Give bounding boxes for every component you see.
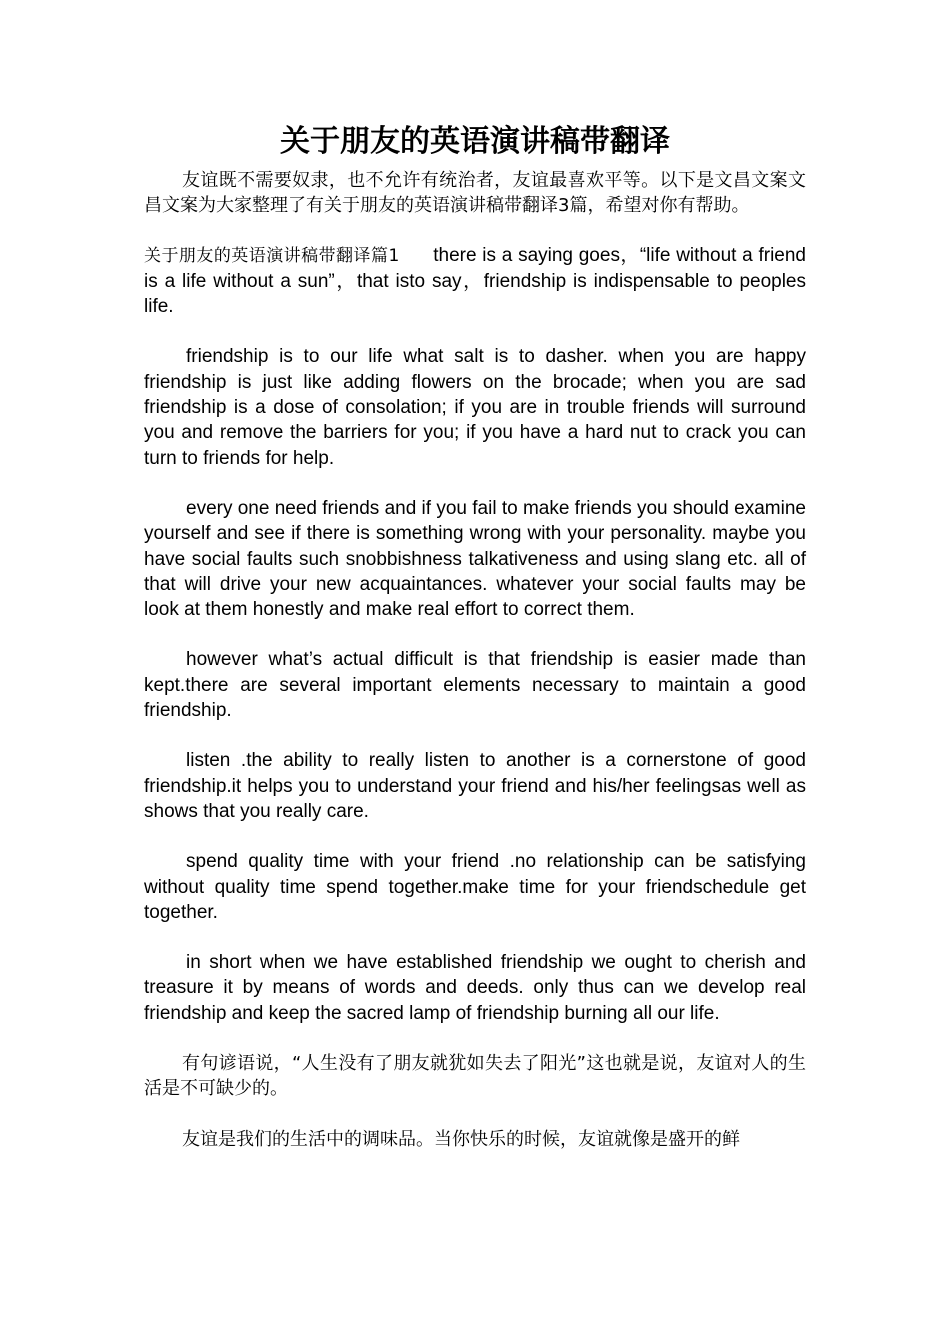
paragraph-cn-2: 友谊是我们的生活中的调味品。当你快乐的时候，友谊就像是盛开的鲜: [182, 1128, 740, 1150]
paragraph-en-1: friendship is to our life what salt is to dasher. when you are happy friendship is just like adding flowers on the brocade; when you are sad friendship is a dose of consolation; if you are in trouble friends will surround you and remove the barriers for you; if you have a hard nut to crack you can turn to friends for help.: [144, 346, 806, 469]
document-page: [144, 120, 806, 1152]
section1-paragraph: [144, 243, 806, 320]
spacer: [144, 219, 806, 243]
spacer: [144, 1102, 806, 1127]
spacer: [144, 622, 806, 647]
spacer: [144, 1026, 806, 1051]
paragraph-cn-1: 有句谚语说，“人生没有了朋友就犹如失去了阳光”这也就是说，友谊对人的生活是不可缺少的。: [144, 1053, 806, 1100]
paragraph-en-6: in short when we have established friendship we ought to cherish and treasure it by means of words and deeds. only thus can we develop real friendship and keep the sacred lamp of friendship burning all our life.: [144, 952, 806, 1024]
paragraph-en-3: however what’s actual difficult is that friendship is easier made than kept.there are several important elements necessary to maintain a good friendship.: [144, 649, 806, 722]
spacer: [144, 723, 806, 748]
paragraph-en-2: every one need friends and if you fail to make friends you should examine yourself and see if there is something wrong with your personality. maybe you have social faults such snobbishness talkativeness and using slang etc. all of that will drive your new acquaintances. whatever your social faults may be look at them honestly and make real effort to correct them.: [144, 497, 806, 621]
spacer: [144, 471, 806, 496]
document-title: 关于朋友的英语演讲稿带翻译: [280, 124, 670, 159]
paragraph-en-5: spend quality time with your friend .no relationship can be satisfying without quality time spend together.make time for your friendschedule get together.: [144, 851, 806, 923]
intro-paragraph: 友谊既不需要奴隶，也不允许有统治者，友谊最喜欢平等。以下是文昌文案文昌文案为大家整理了有关于朋友的英语演讲稿带翻译3篇，希望对你有帮助。: [144, 170, 806, 217]
paragraph-en-4: listen .the ability to really listen to another is a cornerstone of good friendship.it helps you to understand your friend and his/her feelingsas well as shows that you really care.: [144, 750, 806, 822]
spacer: [144, 925, 806, 950]
spacer: [144, 824, 806, 849]
spacer: [144, 319, 806, 344]
section1-label: 关于朋友的英语演讲稿带翻译篇1: [144, 245, 400, 266]
section1-lead-text: there is a saying goes，“life without a friend is a life without a sun”，that isto say，friendship is indispensable to peoples life.: [144, 244, 806, 318]
